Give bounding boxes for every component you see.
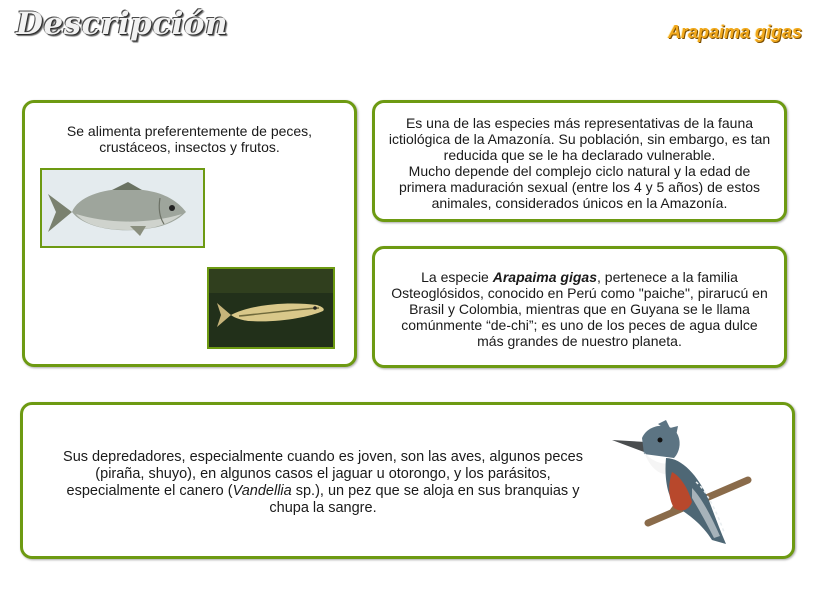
silver-fish-photo [40, 168, 205, 248]
taxonomy-text-prefix: La especie [421, 269, 493, 285]
taxonomy-text-suffix: , pertenece a la familia Osteoglósidos, conocido en Perú como "paiche", pirarucú en Brasil y Colombia, mientras que en Guyana se le llama comúnmente “de-chi”; es uno de los peces de agua dulce más grandes de nuestro planeta. [391, 269, 768, 349]
kingfisher-illustration [608, 418, 758, 558]
page-title: Descripción [16, 6, 229, 42]
taxonomy-species-name: Arapaima gigas [492, 269, 597, 285]
predators-text-prefix: Sus depredadores, especialmente cuando es joven, son las aves, algunos peces (piraña, shuyo), en algunos casos el jaguar u otorongo, y los parásitos, especialmente el canero ( [63, 449, 583, 499]
population-card [372, 100, 787, 222]
population-text-2: Mucho depende del complejo ciclo natural y la edad de primera maduración sexual (entre los 4 y 5 años) de estos animales, considerados únicos en la Amazonía. [398, 163, 761, 211]
predators-text-suffix: sp.), un pez que se aloja en sus branquias y chupa la sangre. [269, 483, 580, 516]
diet-text: Se alimenta preferentemente de peces, crustáceos, insectos y frutos. [66, 123, 313, 155]
species-title: Arapaima gigas [667, 22, 802, 42]
population-text-1: Es una de las especies más representativas de la fauna ictiológica de la Amazonía. Su población, sin embargo, es tan reducida que se le ha declarado vulnerable. [388, 115, 771, 163]
taxonomy-card [372, 246, 787, 368]
predators-genus: Vandellia [232, 483, 292, 499]
small-fish-photo [207, 267, 335, 349]
